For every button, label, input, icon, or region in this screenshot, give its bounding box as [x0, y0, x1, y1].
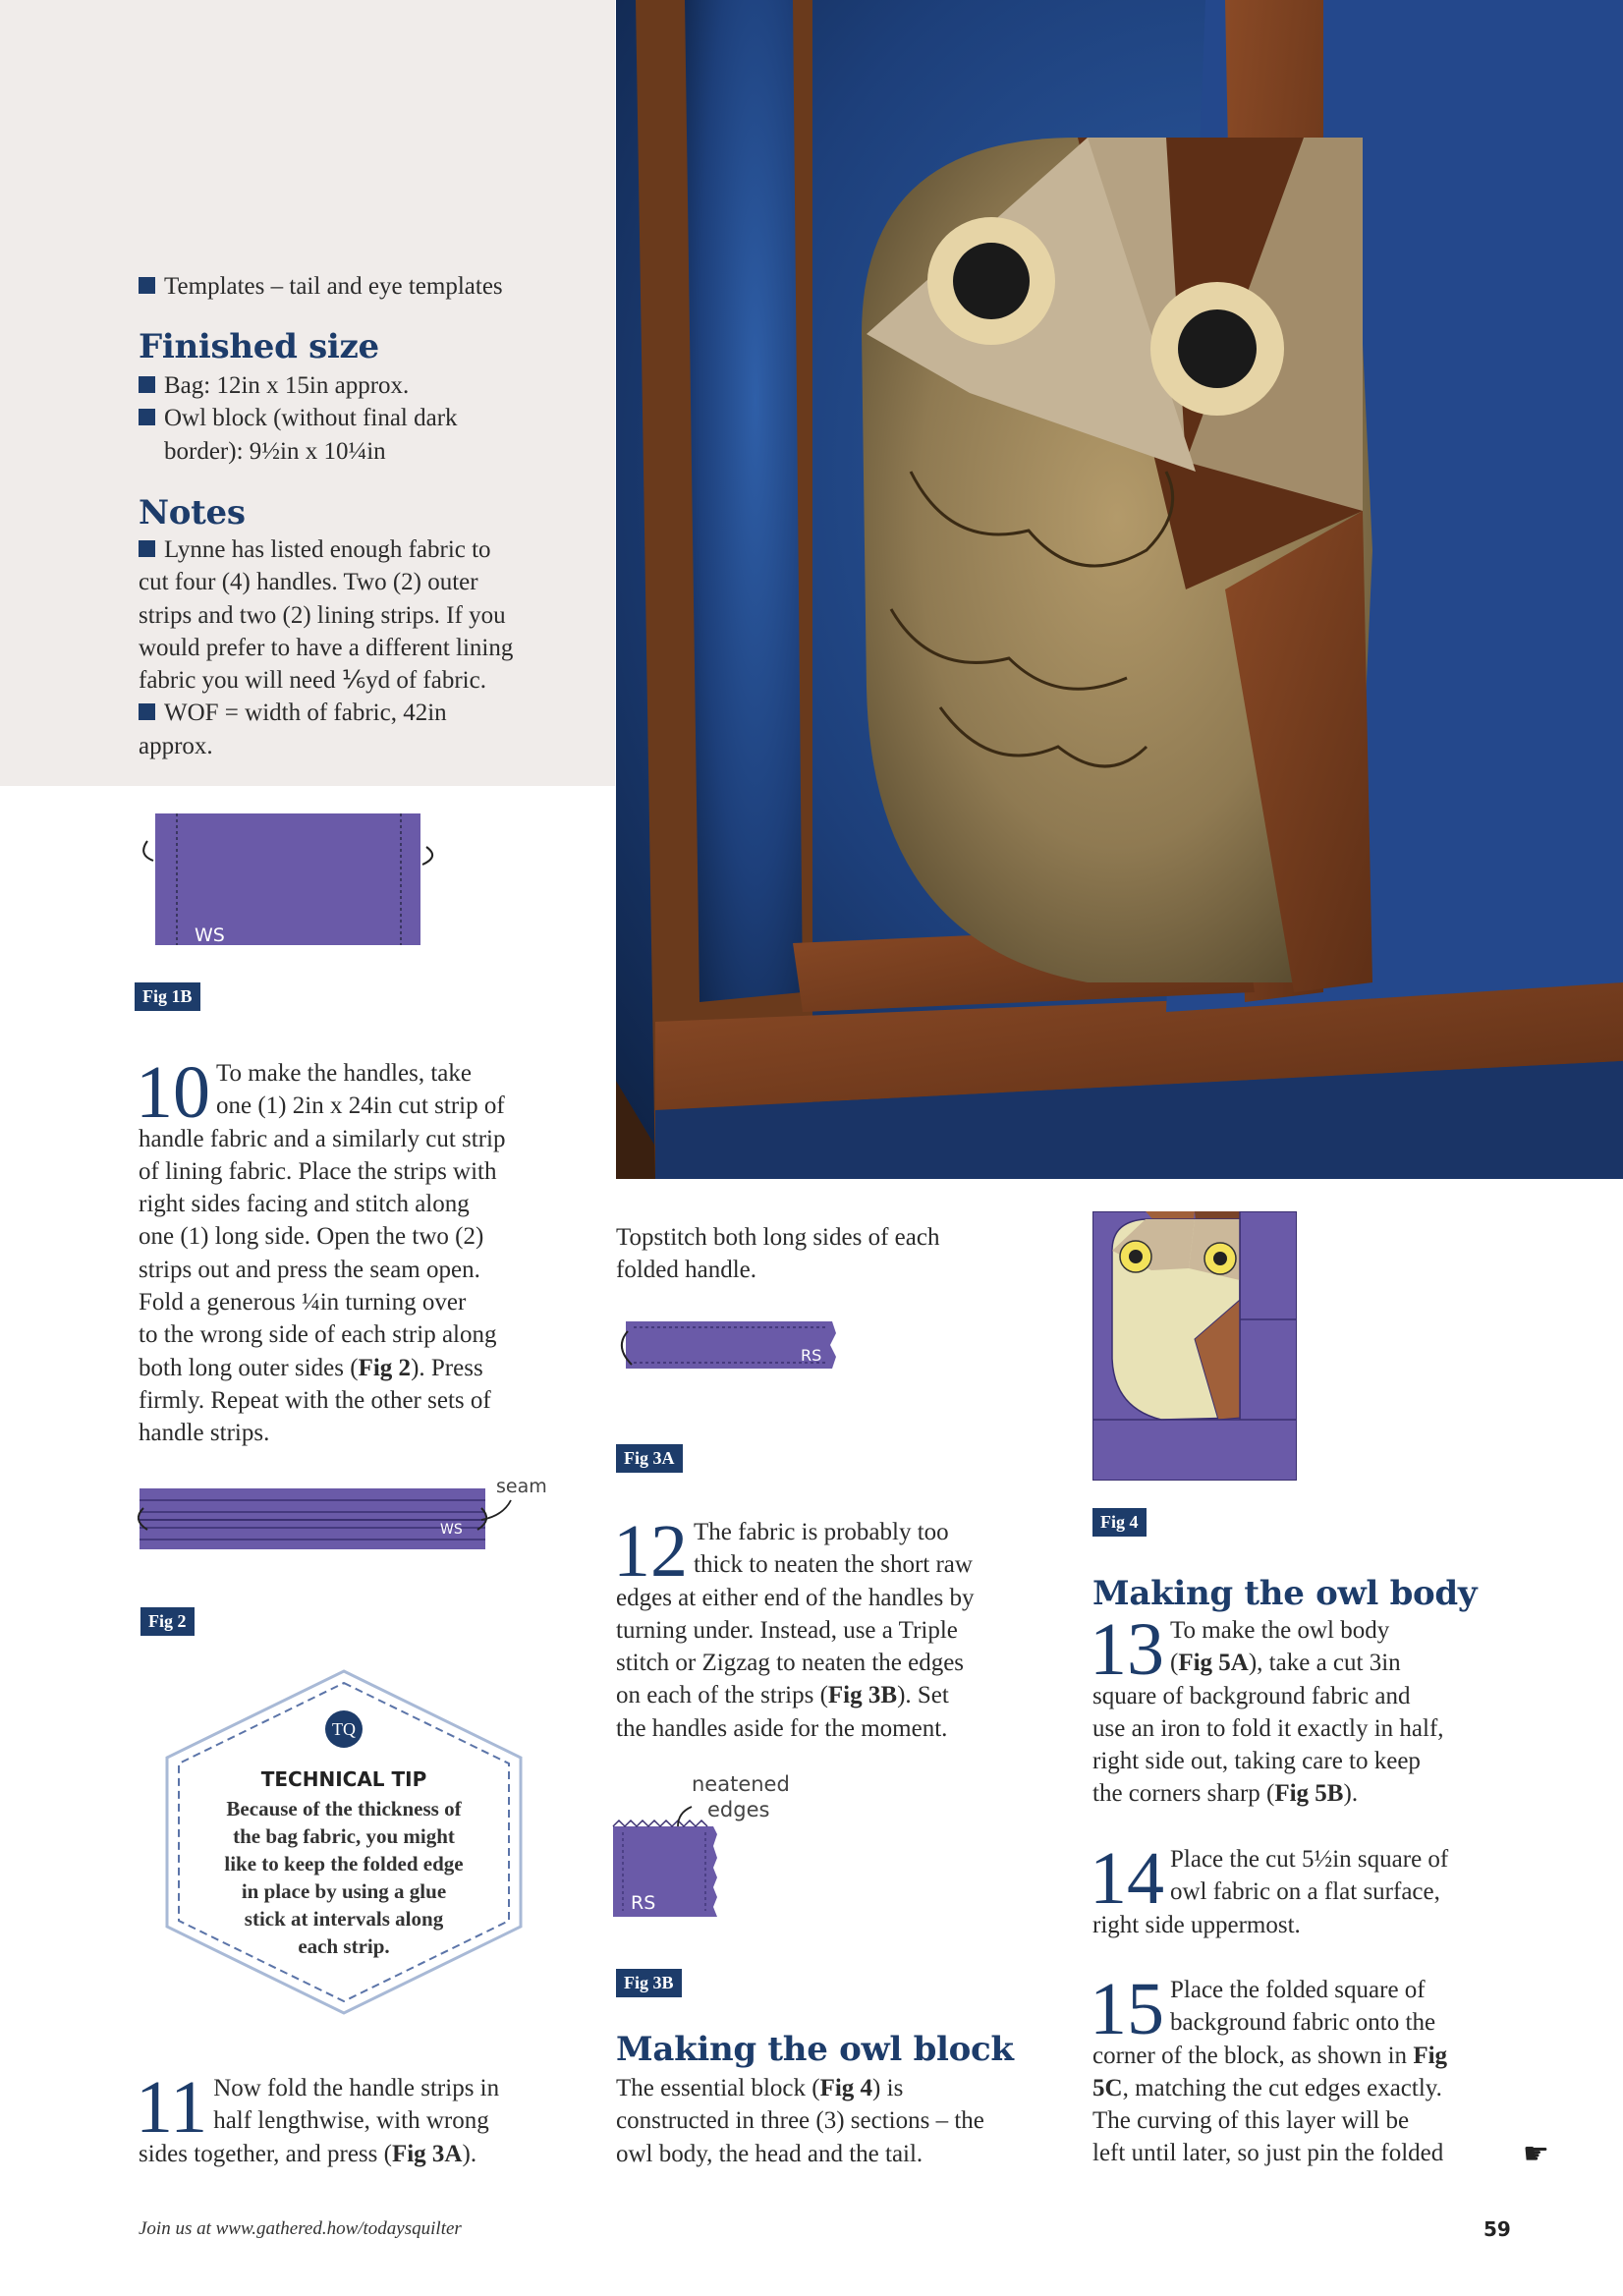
step-line: The curving of this layer will be	[1092, 2107, 1410, 2135]
bullet-square-icon	[139, 277, 155, 294]
step-line: To make the handles, take	[216, 1060, 472, 1087]
materials-list	[139, 270, 610, 303]
step-line: the corners sharp (Fig 5B).	[1092, 1780, 1359, 1808]
step-line: right side uppermost.	[1092, 1911, 1301, 1938]
note-line: would prefer to have a different lining	[139, 634, 514, 661]
footer-link[interactable]: Join us at www.gathered.how/todaysquilter	[139, 2218, 462, 2239]
step-number: 10	[136, 1051, 210, 1134]
list-item: Bag: 12in x 15in approx.	[139, 369, 610, 402]
step-line: Topstitch both long sides of each	[616, 1224, 940, 1251]
fig-2-strip	[136, 1469, 558, 1557]
step-line: To make the owl body	[1170, 1617, 1390, 1644]
owl-body-heading: Making the owl body	[1092, 1574, 1478, 1613]
step-13	[1090, 1608, 1525, 1811]
step-line: left until later, so just pin the folded	[1092, 2140, 1444, 2167]
step-line: folded handle.	[616, 1257, 757, 1284]
note-line: cut four (4) handles. Two (2) outer	[139, 569, 478, 596]
svg-text:WS: WS	[440, 1522, 463, 1538]
tip-line: the bag fabric, you might	[233, 1824, 455, 1848]
continue-hand-icon: ☛	[1523, 2137, 1549, 2171]
step-number: 15	[1090, 1968, 1164, 2050]
finished-size-list	[139, 369, 610, 468]
step-line: Place the folded square of	[1170, 1977, 1426, 2003]
note-line: strips and two (2) lining strips. If you	[139, 601, 506, 629]
bullet-square-icon	[139, 409, 155, 425]
owl-quilt-illustration	[616, 0, 1623, 1179]
fig-1b-label: Fig 1B	[135, 982, 200, 1011]
fig-2-label: Fig 2	[140, 1607, 195, 1636]
topstitch-text	[616, 1221, 1078, 1287]
step-line: edges at either end of the handles by	[616, 1584, 975, 1611]
step-11	[136, 2066, 615, 2170]
fig-3a-diagram	[614, 1312, 850, 1390]
step-line: sides together, and press (Fig 3A).	[139, 2140, 477, 2167]
fig-3a-strip	[614, 1312, 850, 1390]
step-line: of lining fabric. Place the strips with	[139, 1157, 497, 1185]
step-line: thick to neaten the short raw	[694, 1551, 973, 1579]
fig-3a-label: Fig 3A	[616, 1444, 683, 1473]
step-number: 13	[1090, 1608, 1164, 1691]
svg-text:neatened: neatened	[692, 1772, 790, 1796]
step-line: the handles aside for the moment.	[616, 1714, 948, 1742]
step-line: (Fig 5A), take a cut 3in	[1170, 1650, 1401, 1677]
fig-3b-label: Fig 3B	[616, 1969, 682, 1997]
step-line: to the wrong side of each strip along	[139, 1321, 497, 1349]
step-line: Place the cut 5½in square of	[1170, 1846, 1449, 1873]
finished-size-heading: Finished size	[139, 327, 379, 366]
note-line: approx.	[139, 732, 213, 759]
step-line: on each of the strips (Fig 3B). Set	[616, 1682, 949, 1709]
fig-4-diagram	[1092, 1211, 1297, 1481]
page-number: 59	[1483, 2217, 1511, 2241]
step-line: 5C, matching the cut edges exactly.	[1092, 2074, 1442, 2101]
tip-line: like to keep the folded edge	[224, 1852, 464, 1876]
step-15	[1090, 1968, 1525, 2170]
step-line: both long outer sides (Fig 2). Press	[139, 1354, 483, 1381]
svg-text:edges: edges	[707, 1798, 770, 1821]
step-line: right sides facing and stitch along	[139, 1191, 470, 1218]
note-line: Lynne has listed enough fabric to	[139, 533, 615, 566]
fig-2-diagram	[136, 1469, 558, 1557]
bullet-square-icon	[139, 376, 155, 393]
step-10	[136, 1051, 615, 1450]
step-line: strips out and press the seam open.	[139, 1256, 480, 1283]
step-line: constructed in three (3) sections – the	[616, 2107, 984, 2135]
tip-line: Because of the thickness of	[226, 1797, 462, 1820]
tq-badge-icon: TQ	[325, 1710, 363, 1748]
step-12	[613, 1510, 1078, 1745]
step-line: The essential block (Fig 4) is	[616, 2075, 904, 2101]
tip-title: TECHNICAL TIP	[260, 1767, 427, 1791]
bullet-square-icon	[139, 703, 155, 720]
svg-text:WS: WS	[195, 924, 225, 946]
fig-1b-diagram	[136, 802, 450, 959]
tip-line: in place by using a glue	[241, 1879, 447, 1903]
step-line: owl fabric on a flat surface,	[1170, 1878, 1440, 1906]
step-line: square of background fabric and	[1092, 1682, 1411, 1709]
owl-quilt-photo	[616, 0, 1623, 1179]
step-line: stitch or Zigzag to neaten the edges	[616, 1650, 965, 1677]
tip-body	[163, 1795, 525, 1960]
owl-block-text	[616, 2072, 1078, 2170]
step-line: firmly. Repeat with the other sets of	[139, 1386, 491, 1414]
step-line: background fabric onto the	[1170, 2009, 1436, 2037]
note-line: WOF = width of fabric, 42in	[139, 697, 615, 729]
step-line: handle strips.	[139, 1420, 270, 1447]
tip-line: stick at intervals along	[244, 1907, 444, 1931]
list-item-continued: border): 9½in x 10¼in	[164, 437, 386, 465]
step-line: The fabric is probably too	[694, 1519, 949, 1545]
step-line: turning under. Instead, use a Triple	[616, 1616, 958, 1644]
svg-text:RS: RS	[631, 1892, 656, 1914]
fig-4-owl-block	[1092, 1211, 1297, 1481]
step-number: 14	[1090, 1837, 1164, 1920]
notes-list	[139, 533, 615, 762]
step-line: right side out, taking care to keep	[1092, 1748, 1421, 1775]
fig-4-label: Fig 4	[1092, 1508, 1147, 1537]
owl-block-heading: Making the owl block	[616, 2030, 1014, 2069]
step-line: owl body, the head and the tail.	[616, 2140, 923, 2167]
step-line: corner of the block, as shown in Fig	[1092, 2042, 1448, 2069]
bullet-square-icon	[139, 540, 155, 557]
step-14	[1090, 1837, 1525, 1941]
note-line: fabric you will need ⅙yd of fabric.	[139, 667, 486, 695]
step-line: one (1) 2in x 24in cut strip of	[216, 1092, 505, 1120]
fig-3b-strip	[609, 1764, 825, 1921]
tip-line: each strip.	[298, 1934, 390, 1958]
step-line: Now fold the handle strips in	[213, 2075, 500, 2101]
step-number: 12	[613, 1510, 688, 1593]
fig-1b-strip	[136, 802, 450, 959]
svg-text:RS: RS	[801, 1346, 822, 1365]
notes-heading: Notes	[139, 493, 246, 532]
step-line: one (1) long side. Open the two (2)	[139, 1223, 484, 1251]
technical-tip-box	[163, 1667, 525, 2017]
list-item: Owl block (without final dark	[139, 402, 610, 434]
fig-3b-diagram	[609, 1764, 825, 1921]
list-item: Templates – tail and eye templates	[139, 270, 610, 303]
step-line: use an iron to fold it exactly in half,	[1092, 1714, 1444, 1742]
step-number: 11	[136, 2066, 208, 2149]
svg-text:seam: seam	[496, 1476, 547, 1497]
step-line: half lengthwise, with wrong	[213, 2107, 489, 2135]
step-line: handle fabric and a similarly cut strip	[139, 1125, 506, 1152]
step-line: Fold a generous ¼in turning over	[139, 1289, 467, 1316]
